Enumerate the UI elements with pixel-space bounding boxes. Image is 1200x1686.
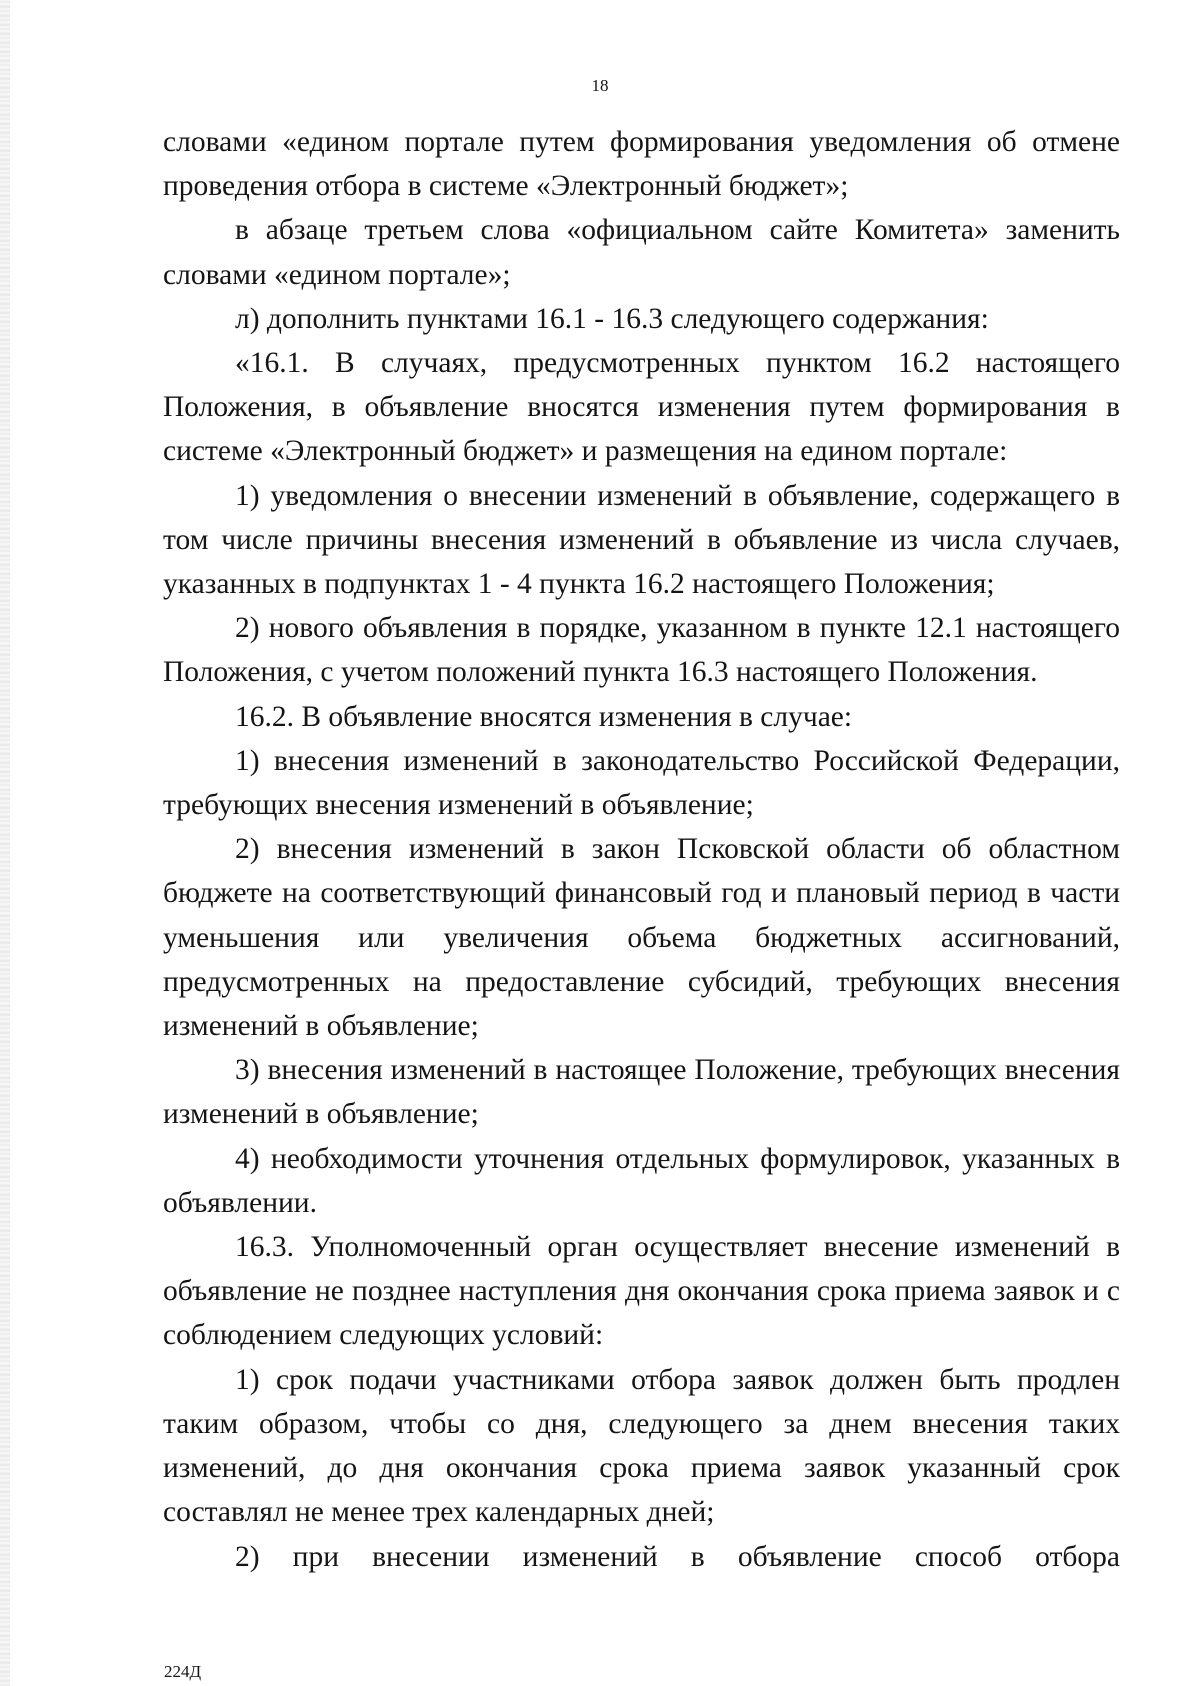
- document-code: 224Д: [164, 1662, 202, 1681]
- paragraph: 4) необходимости уточнения отдельных формулировок, указанных в объявлении.: [163, 1142, 1120, 1219]
- paragraph: 1) уведомления о внесении изменений в объявление, содержащего в том числе причины внесения изменений в объявление из числа случаев, указанных в подпунктах 1 - 4 пункта 16.2 настоящего Положения;: [163, 479, 1120, 601]
- paragraph: 2) при внесении изменений в объявление способ отбора: [235, 1540, 1120, 1573]
- document-body: [163, 120, 1120, 1579]
- scan-edge-artifact: [0, 0, 10, 1686]
- paragraph: в абзаце третьем слова «официальном сайте Комитета» заменить словами «едином портале»;: [163, 214, 1120, 291]
- paragraph: 16.2. В объявление вносятся изменения в случае:: [235, 700, 853, 733]
- paragraph: 16.3. Уполномоченный орган осуществляет внесение изменений в объявление не позднее наступления дня окончания срока приема заявок и с соблюдением следующих условий:: [163, 1231, 1120, 1352]
- paragraph: 2) внесения изменений в закон Псковской области об областном бюджете на соответствующий финансовый год и плановый период в части уменьшения или увеличения объема бюджетных ассигнований, предусмотренных на предоставление субсидий, требующих внесения изменений в объявление;: [163, 833, 1120, 1043]
- paragraph: 1) срок подачи участниками отбора заявок должен быть продлен таким образом, чтобы со дня, следующего за днем внесения таких изменений, до дня окончания срока приема заявок указанный срок составлял не менее трех календарных дней;: [163, 1363, 1120, 1529]
- paragraph: л) дополнить пунктами 16.1 - 16.3 следующего содержания:: [235, 302, 989, 335]
- paragraph: словами «едином портале путем формирования уведомления об отмене проведения отбора в системе «Электронный бюджет»;: [163, 126, 1120, 203]
- paragraph: «16.1. В случаях, предусмотренных пунктом 16.2 настоящего Положения, в объявление вносятся изменения путем формирования в системе «Электронный бюджет» и размещения на едином портале:: [163, 347, 1120, 468]
- paragraph: 3) внесения изменений в настоящее Положение, требующих внесения изменений в объявление;: [163, 1054, 1120, 1131]
- paragraph: 1) внесения изменений в законодательство Российской Федерации, требующих внесения изменений в объявление;: [163, 744, 1120, 822]
- paragraph: 2) нового объявления в порядке, указанном в пункте 12.1 настоящего Положения, с учетом положений пункта 16.3 настоящего Положения.: [163, 612, 1120, 689]
- page-number: 18: [591, 76, 609, 95]
